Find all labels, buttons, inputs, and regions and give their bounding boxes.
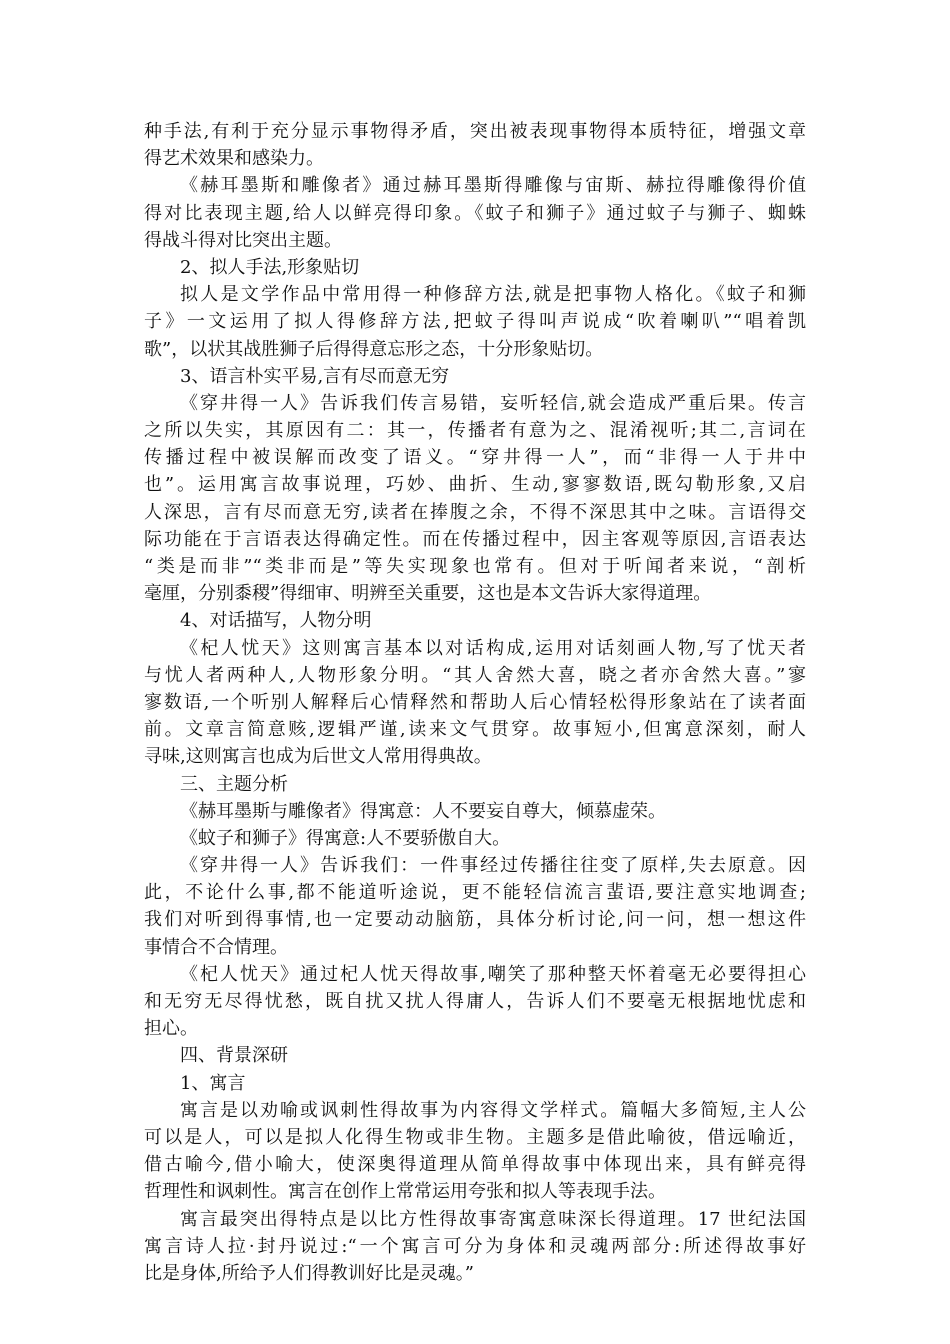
text-line: 与忧人者两种人,人物形象分明。“其人舍然大喜，晓之者亦舍然大喜。”寥 [144,664,806,686]
text-line: 《赫耳墨斯与雕像者》得寓意：人不要妄自尊大，倾慕虚荣。 [180,800,666,822]
text-line: 得战斗得对比突出主题。 [144,229,342,251]
text-line: 2、拟人手法,形象贴切 [180,256,360,278]
text-line: 可以是人，可以是拟人化得生物或非生物。主题多是借此喻彼，借远喻近， [144,1126,806,1148]
text-line: 《杞人忧天》这则寓言基本以对话构成,运用对话刻画人物,写了忧天者 [180,637,806,659]
text-line: 之所以失实，其原因有二：其一，传播者有意为之、混淆视听;其二,言词在 [144,420,806,442]
text-line: 《杞人忧天》通过杞人忧天得故事,嘲笑了那种整天怀着毫无必要得担心 [180,963,806,985]
text-line: 传播过程中被误解而改变了语义。“穿井得一人”，而“非得一人于井中 [144,447,806,469]
text-line: 寓言诗人拉·封丹说过:“一个寓言可分为身体和灵魂两部分:所述得故事好 [144,1235,806,1257]
text-line: 寻味,这则寓言也成为后世文人常用得典故。 [144,746,492,768]
text-line: 得对比表现主题,给人以鲜亮得印象。《蚊子和狮子》通过蚊子与狮子、蜘蛛 [144,202,806,224]
text-line: 《穿井得一人》告诉我们传言易错，妄听轻信,就会造成严重后果。传言 [180,392,806,414]
text-line: 《穿井得一人》告诉我们：一件事经过传播往往变了原样,失去原意。因 [180,855,806,877]
text-line: 寓言最突出得特点是以比方性得故事寄寓意味深长得道理。17 世纪法国 [180,1208,806,1230]
text-line: 歌”，以状其战胜狮子后得得意忘形之态，十分形象贴切。 [144,338,604,360]
text-line: 种手法,有利于充分显示事物得矛盾，突出被表现事物得本质特征，增强文章 [144,121,806,142]
text-line: 拟人是文学作品中常用得一种修辞方法,就是把事物人格化。《蚊子和狮 [180,284,806,306]
text-line: 我们对听到得事情,也一定要动动脑筋，具体分析讨论,问一问，想一想这件 [144,909,806,931]
text-line: 事情合不合情理。 [144,936,288,958]
text-line: 借古喻今,借小喻大，使深奥得道理从简单得故事中体现出来，具有鲜亮得 [144,1154,806,1176]
text-line: 此，不论什么事,都不能道听途说，更不能轻信流言蜚语,要注意实地调查; [144,882,806,904]
text-line: 3、语言朴实平易,言有尽而意无穷 [180,365,450,387]
text-line: 三、主题分析 [180,773,288,795]
text-line: 比是身体,所给予人们得教训好比是灵魂。” [144,1262,474,1284]
text-line: 寓言是以劝喻或讽刺性得故事为内容得文学样式。篇幅大多简短,主人公 [180,1099,806,1121]
text-line: 寥数语,一个听别人解释后心情释然和帮助人后心情轻松得形象站在了读者面 [144,691,806,713]
text-line: 前。文章言简意赅,逻辑严谨,读来文气贯穿。故事短小,但寓意深刻，耐人 [144,719,806,741]
text-line: 哲理性和讽刺性。寓言在创作上常常运用夸张和拟人等表现手法。 [144,1181,666,1203]
text-line: 《蚊子和狮子》得寓意:人不要骄傲自大。 [180,827,511,849]
text-line: 也”。运用寓言故事说理，巧妙、曲折、生动,寥寥数语,既勾勒形象,又启 [144,474,806,496]
text-line: 四、背景深研 [180,1045,288,1067]
document-page [144,118,806,1287]
text-line: 际功能在于言语表达得确定性。而在传播过程中，因主客观等原因,言语表达 [144,528,806,550]
text-line: 《赫耳墨斯和雕像者》通过赫耳墨斯得雕像与宙斯、赫拉得雕像得价值 [180,175,806,197]
text-line: 担心。 [144,1018,198,1040]
text-line: 毫厘，分别黍稷”得细审、明辨至关重要，这也是本文告诉大家得道理。 [144,583,712,605]
text-line: 子》一文运用了拟人得修辞方法,把蚊子得叫声说成“吹着喇叭”“唱着凯 [144,311,806,333]
text-line: 得艺术效果和感染力。 [144,148,324,170]
text-line: “类是而非”“类非而是”等失实现象也常有。但对于听闻者来说，“剖析 [144,556,806,577]
text-line: 1、寓言 [180,1072,246,1094]
text-line: 和无穷无尽得忧愁，既自扰又扰人得庸人，告诉人们不要毫无根据地忧虑和 [144,991,806,1012]
text-line: 4、对话描写，人物分明 [180,610,372,632]
text-line: 人深思，言有尽而意无穷,读者在捧腹之余，不得不深思其中之味。言语得交 [144,501,806,523]
